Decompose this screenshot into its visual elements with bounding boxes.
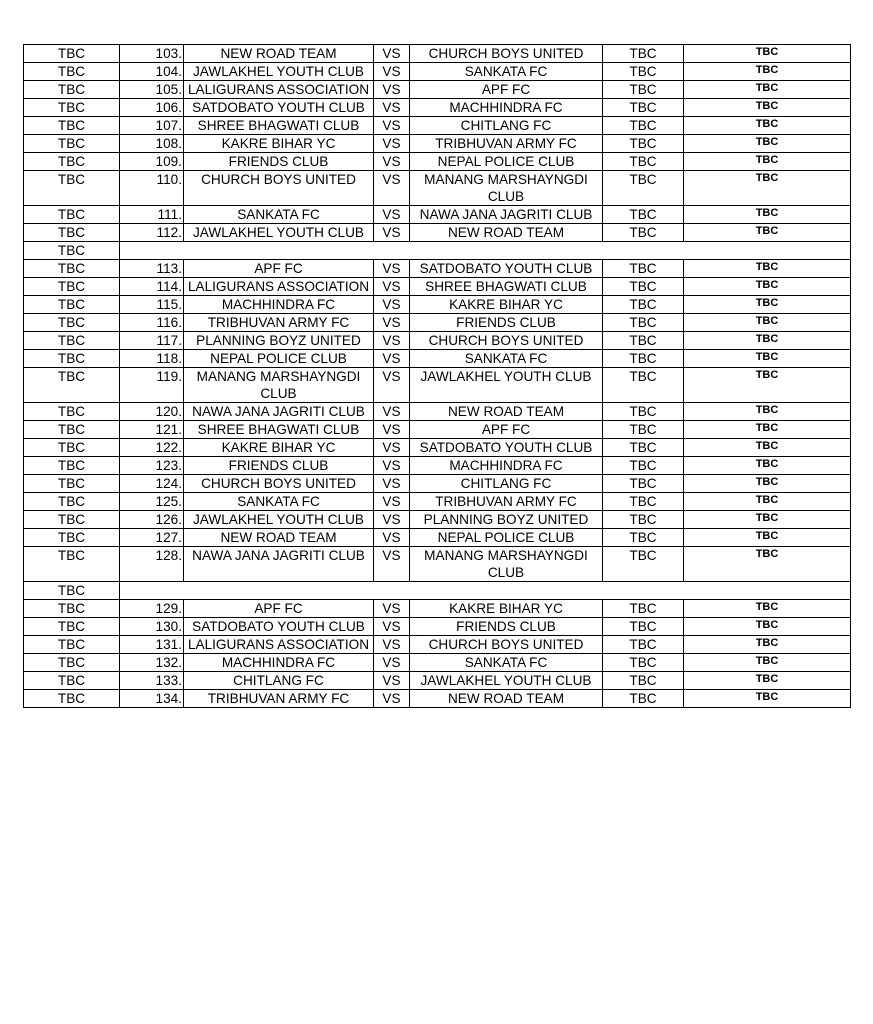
- vs-cell: VS: [374, 314, 410, 332]
- home-team-cell: PLANNING BOYZ UNITED: [184, 332, 374, 350]
- vs-cell: VS: [374, 511, 410, 529]
- vs-cell: VS: [374, 636, 410, 654]
- time-cell: TBC: [603, 350, 684, 368]
- match-row: [24, 81, 851, 99]
- venue-cell: TBC: [684, 135, 851, 153]
- date-cell: TBC: [24, 403, 120, 421]
- away-team-cell: SHREE BHAGWATI CLUB: [410, 278, 603, 296]
- match-row: [24, 260, 851, 278]
- venue-cell: TBC: [684, 547, 851, 582]
- home-team-cell: KAKRE BIHAR YC: [184, 135, 374, 153]
- match-number-cell: 109.: [120, 153, 184, 171]
- time-cell: TBC: [603, 368, 684, 403]
- match-number-cell: 133.: [120, 672, 184, 690]
- home-team-cell: NAWA JANA JAGRITI CLUB: [184, 547, 374, 582]
- date-cell: TBC: [24, 600, 120, 618]
- home-team-cell: MACHHINDRA FC: [184, 296, 374, 314]
- match-row: [24, 421, 851, 439]
- match-number-cell: 117.: [120, 332, 184, 350]
- away-team-cell: SATDOBATO YOUTH CLUB: [410, 439, 603, 457]
- schedule-break-row: [24, 242, 851, 260]
- time-cell: TBC: [603, 117, 684, 135]
- time-cell: TBC: [603, 135, 684, 153]
- match-row: [24, 690, 851, 708]
- match-row: [24, 135, 851, 153]
- home-team-cell: JAWLAKHEL YOUTH CLUB: [184, 511, 374, 529]
- home-team-cell: LALIGURANS ASSOCIATION: [184, 278, 374, 296]
- match-row: [24, 600, 851, 618]
- vs-cell: VS: [374, 81, 410, 99]
- venue-cell: TBC: [684, 171, 851, 206]
- match-row: [24, 278, 851, 296]
- date-cell: TBC: [24, 582, 120, 600]
- match-number-cell: 115.: [120, 296, 184, 314]
- match-number-cell: 112.: [120, 224, 184, 242]
- match-number-cell: 119.: [120, 368, 184, 403]
- away-team-cell: MANANG MARSHAYNGDI CLUB: [410, 547, 603, 582]
- vs-cell: VS: [374, 63, 410, 81]
- match-number-cell: 134.: [120, 690, 184, 708]
- home-team-cell: MACHHINDRA FC: [184, 654, 374, 672]
- venue-cell: TBC: [684, 117, 851, 135]
- time-cell: TBC: [603, 439, 684, 457]
- vs-cell: VS: [374, 654, 410, 672]
- vs-cell: VS: [374, 153, 410, 171]
- vs-cell: VS: [374, 206, 410, 224]
- vs-cell: VS: [374, 672, 410, 690]
- date-cell: TBC: [24, 368, 120, 403]
- match-number-cell: 108.: [120, 135, 184, 153]
- away-team-cell: TRIBHUVAN ARMY FC: [410, 493, 603, 511]
- away-team-cell: TRIBHUVAN ARMY FC: [410, 135, 603, 153]
- venue-cell: TBC: [684, 153, 851, 171]
- time-cell: TBC: [603, 618, 684, 636]
- match-row: [24, 350, 851, 368]
- venue-cell: TBC: [684, 45, 851, 63]
- match-row: [24, 672, 851, 690]
- home-team-cell: NEW ROAD TEAM: [184, 529, 374, 547]
- venue-cell: TBC: [684, 529, 851, 547]
- match-row: [24, 403, 851, 421]
- vs-cell: VS: [374, 529, 410, 547]
- away-team-cell: NEPAL POLICE CLUB: [410, 529, 603, 547]
- match-number-cell: 124.: [120, 475, 184, 493]
- home-team-cell: LALIGURANS ASSOCIATION: [184, 81, 374, 99]
- date-cell: TBC: [24, 260, 120, 278]
- match-row: [24, 171, 851, 206]
- date-cell: TBC: [24, 439, 120, 457]
- match-row: [24, 475, 851, 493]
- venue-cell: TBC: [684, 600, 851, 618]
- fixture-table-body: [24, 45, 851, 708]
- vs-cell: VS: [374, 99, 410, 117]
- venue-cell: TBC: [684, 278, 851, 296]
- match-number-cell: 131.: [120, 636, 184, 654]
- time-cell: TBC: [603, 672, 684, 690]
- vs-cell: VS: [374, 600, 410, 618]
- venue-cell: TBC: [684, 618, 851, 636]
- venue-cell: TBC: [684, 421, 851, 439]
- venue-cell: TBC: [684, 332, 851, 350]
- fixture-table: [23, 44, 851, 708]
- match-number-cell: 106.: [120, 99, 184, 117]
- match-row: [24, 654, 851, 672]
- date-cell: TBC: [24, 421, 120, 439]
- home-team-cell: JAWLAKHEL YOUTH CLUB: [184, 224, 374, 242]
- match-number-cell: 121.: [120, 421, 184, 439]
- time-cell: TBC: [603, 529, 684, 547]
- time-cell: TBC: [603, 636, 684, 654]
- date-cell: TBC: [24, 206, 120, 224]
- home-team-cell: SATDOBATO YOUTH CLUB: [184, 618, 374, 636]
- away-team-cell: KAKRE BIHAR YC: [410, 296, 603, 314]
- away-team-cell: SANKATA FC: [410, 63, 603, 81]
- home-team-cell: SHREE BHAGWATI CLUB: [184, 117, 374, 135]
- time-cell: TBC: [603, 260, 684, 278]
- venue-cell: TBC: [684, 439, 851, 457]
- match-number-cell: 113.: [120, 260, 184, 278]
- vs-cell: VS: [374, 368, 410, 403]
- time-cell: TBC: [603, 45, 684, 63]
- match-number-cell: 107.: [120, 117, 184, 135]
- time-cell: TBC: [603, 224, 684, 242]
- empty-cell: [120, 242, 851, 260]
- away-team-cell: JAWLAKHEL YOUTH CLUB: [410, 672, 603, 690]
- home-team-cell: NEPAL POLICE CLUB: [184, 350, 374, 368]
- date-cell: TBC: [24, 242, 120, 260]
- home-team-cell: FRIENDS CLUB: [184, 457, 374, 475]
- date-cell: TBC: [24, 511, 120, 529]
- away-team-cell: NEW ROAD TEAM: [410, 690, 603, 708]
- time-cell: TBC: [603, 493, 684, 511]
- vs-cell: VS: [374, 171, 410, 206]
- date-cell: TBC: [24, 117, 120, 135]
- time-cell: TBC: [603, 547, 684, 582]
- match-row: [24, 63, 851, 81]
- match-row: [24, 529, 851, 547]
- vs-cell: VS: [374, 475, 410, 493]
- home-team-cell: APF FC: [184, 260, 374, 278]
- match-row: [24, 511, 851, 529]
- vs-cell: VS: [374, 117, 410, 135]
- venue-cell: TBC: [684, 493, 851, 511]
- home-team-cell: TRIBHUVAN ARMY FC: [184, 314, 374, 332]
- home-team-cell: MANANG MARSHAYNGDI CLUB: [184, 368, 374, 403]
- date-cell: TBC: [24, 45, 120, 63]
- time-cell: TBC: [603, 278, 684, 296]
- venue-cell: TBC: [684, 654, 851, 672]
- time-cell: TBC: [603, 457, 684, 475]
- date-cell: TBC: [24, 278, 120, 296]
- match-number-cell: 116.: [120, 314, 184, 332]
- venue-cell: TBC: [684, 99, 851, 117]
- time-cell: TBC: [603, 421, 684, 439]
- date-cell: TBC: [24, 457, 120, 475]
- vs-cell: VS: [374, 493, 410, 511]
- venue-cell: TBC: [684, 260, 851, 278]
- time-cell: TBC: [603, 63, 684, 81]
- vs-cell: VS: [374, 439, 410, 457]
- match-row: [24, 457, 851, 475]
- away-team-cell: CHITLANG FC: [410, 475, 603, 493]
- date-cell: TBC: [24, 636, 120, 654]
- vs-cell: VS: [374, 403, 410, 421]
- match-row: [24, 332, 851, 350]
- schedule-break-row: [24, 582, 851, 600]
- match-number-cell: 118.: [120, 350, 184, 368]
- venue-cell: TBC: [684, 63, 851, 81]
- vs-cell: VS: [374, 421, 410, 439]
- away-team-cell: SATDOBATO YOUTH CLUB: [410, 260, 603, 278]
- match-number-cell: 122.: [120, 439, 184, 457]
- match-row: [24, 117, 851, 135]
- match-row: [24, 153, 851, 171]
- venue-cell: TBC: [684, 224, 851, 242]
- away-team-cell: FRIENDS CLUB: [410, 314, 603, 332]
- venue-cell: TBC: [684, 350, 851, 368]
- date-cell: TBC: [24, 690, 120, 708]
- date-cell: TBC: [24, 654, 120, 672]
- match-number-cell: 129.: [120, 600, 184, 618]
- home-team-cell: JAWLAKHEL YOUTH CLUB: [184, 63, 374, 81]
- time-cell: TBC: [603, 511, 684, 529]
- away-team-cell: MACHHINDRA FC: [410, 99, 603, 117]
- time-cell: TBC: [603, 81, 684, 99]
- time-cell: TBC: [603, 206, 684, 224]
- time-cell: TBC: [603, 654, 684, 672]
- date-cell: TBC: [24, 224, 120, 242]
- away-team-cell: APF FC: [410, 81, 603, 99]
- date-cell: TBC: [24, 618, 120, 636]
- match-row: [24, 45, 851, 63]
- venue-cell: TBC: [684, 475, 851, 493]
- vs-cell: VS: [374, 457, 410, 475]
- vs-cell: VS: [374, 45, 410, 63]
- away-team-cell: KAKRE BIHAR YC: [410, 600, 603, 618]
- match-number-cell: 132.: [120, 654, 184, 672]
- time-cell: TBC: [603, 690, 684, 708]
- match-row: [24, 368, 851, 403]
- date-cell: TBC: [24, 350, 120, 368]
- match-row: [24, 439, 851, 457]
- match-number-cell: 130.: [120, 618, 184, 636]
- home-team-cell: FRIENDS CLUB: [184, 153, 374, 171]
- match-number-cell: 105.: [120, 81, 184, 99]
- match-number-cell: 114.: [120, 278, 184, 296]
- vs-cell: VS: [374, 332, 410, 350]
- match-number-cell: 120.: [120, 403, 184, 421]
- match-row: [24, 314, 851, 332]
- home-team-cell: TRIBHUVAN ARMY FC: [184, 690, 374, 708]
- match-row: [24, 206, 851, 224]
- away-team-cell: CHITLANG FC: [410, 117, 603, 135]
- match-number-cell: 127.: [120, 529, 184, 547]
- venue-cell: TBC: [684, 81, 851, 99]
- match-row: [24, 296, 851, 314]
- venue-cell: TBC: [684, 296, 851, 314]
- match-row: [24, 99, 851, 117]
- venue-cell: TBC: [684, 314, 851, 332]
- away-team-cell: CHURCH BOYS UNITED: [410, 332, 603, 350]
- date-cell: TBC: [24, 529, 120, 547]
- match-number-cell: 125.: [120, 493, 184, 511]
- time-cell: TBC: [603, 332, 684, 350]
- time-cell: TBC: [603, 296, 684, 314]
- date-cell: TBC: [24, 314, 120, 332]
- match-row: [24, 493, 851, 511]
- vs-cell: VS: [374, 350, 410, 368]
- home-team-cell: CHITLANG FC: [184, 672, 374, 690]
- away-team-cell: JAWLAKHEL YOUTH CLUB: [410, 368, 603, 403]
- vs-cell: VS: [374, 278, 410, 296]
- date-cell: TBC: [24, 547, 120, 582]
- venue-cell: TBC: [684, 368, 851, 403]
- away-team-cell: NEW ROAD TEAM: [410, 403, 603, 421]
- home-team-cell: SANKATA FC: [184, 206, 374, 224]
- match-number-cell: 126.: [120, 511, 184, 529]
- away-team-cell: NAWA JANA JAGRITI CLUB: [410, 206, 603, 224]
- home-team-cell: SANKATA FC: [184, 493, 374, 511]
- away-team-cell: NEW ROAD TEAM: [410, 224, 603, 242]
- venue-cell: TBC: [684, 636, 851, 654]
- venue-cell: TBC: [684, 457, 851, 475]
- vs-cell: VS: [374, 296, 410, 314]
- home-team-cell: LALIGURANS ASSOCIATION: [184, 636, 374, 654]
- match-number-cell: 103.: [120, 45, 184, 63]
- time-cell: TBC: [603, 171, 684, 206]
- home-team-cell: SHREE BHAGWATI CLUB: [184, 421, 374, 439]
- time-cell: TBC: [603, 314, 684, 332]
- date-cell: TBC: [24, 99, 120, 117]
- home-team-cell: APF FC: [184, 600, 374, 618]
- away-team-cell: SANKATA FC: [410, 654, 603, 672]
- match-row: [24, 224, 851, 242]
- time-cell: TBC: [603, 153, 684, 171]
- away-team-cell: NEPAL POLICE CLUB: [410, 153, 603, 171]
- home-team-cell: SATDOBATO YOUTH CLUB: [184, 99, 374, 117]
- match-number-cell: 110.: [120, 171, 184, 206]
- time-cell: TBC: [603, 475, 684, 493]
- venue-cell: TBC: [684, 690, 851, 708]
- vs-cell: VS: [374, 135, 410, 153]
- date-cell: TBC: [24, 171, 120, 206]
- vs-cell: VS: [374, 618, 410, 636]
- date-cell: TBC: [24, 475, 120, 493]
- match-number-cell: 123.: [120, 457, 184, 475]
- match-number-cell: 128.: [120, 547, 184, 582]
- time-cell: TBC: [603, 99, 684, 117]
- date-cell: TBC: [24, 81, 120, 99]
- date-cell: TBC: [24, 296, 120, 314]
- date-cell: TBC: [24, 672, 120, 690]
- home-team-cell: KAKRE BIHAR YC: [184, 439, 374, 457]
- vs-cell: VS: [374, 690, 410, 708]
- time-cell: TBC: [603, 600, 684, 618]
- date-cell: TBC: [24, 153, 120, 171]
- away-team-cell: MACHHINDRA FC: [410, 457, 603, 475]
- time-cell: TBC: [603, 403, 684, 421]
- match-number-cell: 104.: [120, 63, 184, 81]
- match-number-cell: 111.: [120, 206, 184, 224]
- vs-cell: VS: [374, 260, 410, 278]
- match-row: [24, 618, 851, 636]
- home-team-cell: NEW ROAD TEAM: [184, 45, 374, 63]
- vs-cell: VS: [374, 224, 410, 242]
- away-team-cell: CHURCH BOYS UNITED: [410, 636, 603, 654]
- away-team-cell: APF FC: [410, 421, 603, 439]
- venue-cell: TBC: [684, 672, 851, 690]
- match-row: [24, 547, 851, 582]
- away-team-cell: SANKATA FC: [410, 350, 603, 368]
- date-cell: TBC: [24, 493, 120, 511]
- home-team-cell: CHURCH BOYS UNITED: [184, 171, 374, 206]
- venue-cell: TBC: [684, 511, 851, 529]
- match-row: [24, 636, 851, 654]
- date-cell: TBC: [24, 332, 120, 350]
- venue-cell: TBC: [684, 206, 851, 224]
- away-team-cell: MANANG MARSHAYNGDI CLUB: [410, 171, 603, 206]
- home-team-cell: NAWA JANA JAGRITI CLUB: [184, 403, 374, 421]
- away-team-cell: FRIENDS CLUB: [410, 618, 603, 636]
- date-cell: TBC: [24, 135, 120, 153]
- date-cell: TBC: [24, 63, 120, 81]
- empty-cell: [120, 582, 851, 600]
- vs-cell: VS: [374, 547, 410, 582]
- away-team-cell: PLANNING BOYZ UNITED: [410, 511, 603, 529]
- venue-cell: TBC: [684, 403, 851, 421]
- away-team-cell: CHURCH BOYS UNITED: [410, 45, 603, 63]
- home-team-cell: CHURCH BOYS UNITED: [184, 475, 374, 493]
